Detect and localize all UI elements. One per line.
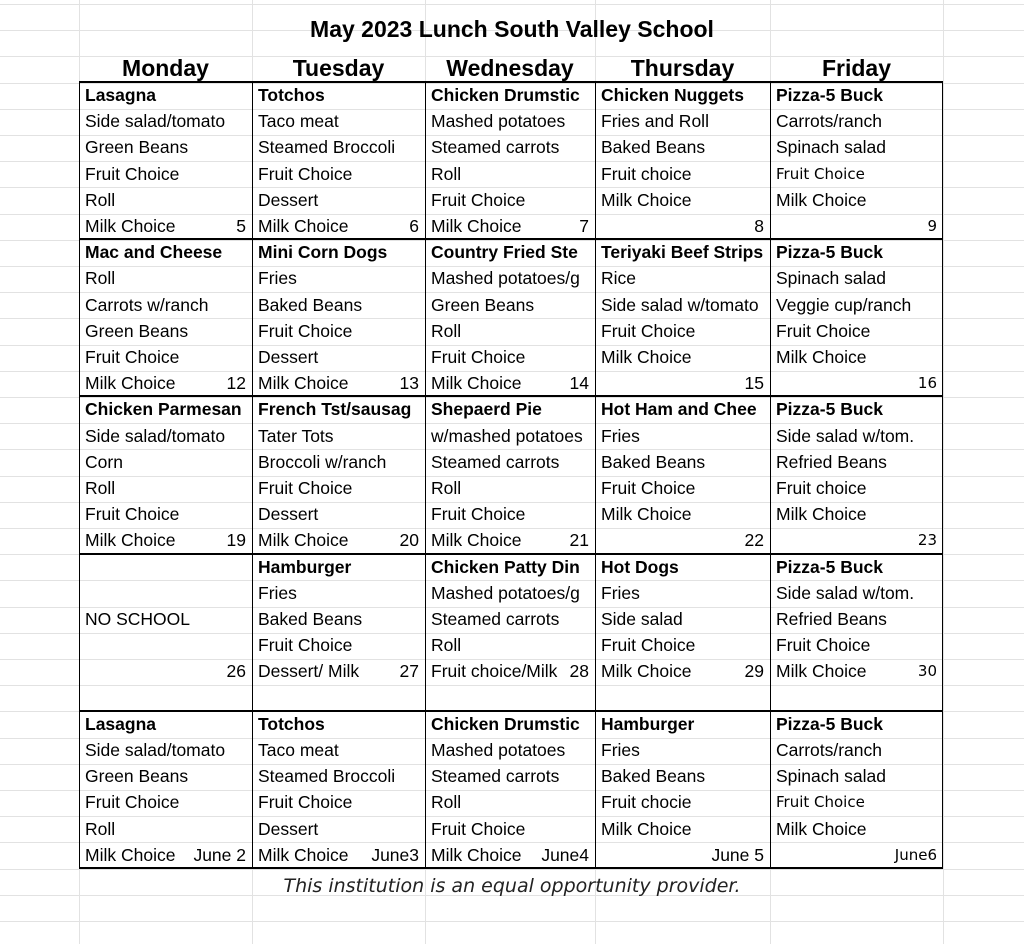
menu-entree: Chicken Parmesan (85, 399, 242, 420)
menu-item: Dessert (258, 346, 319, 367)
menu-item: Fries and Roll (601, 111, 709, 132)
menu-item: Milk Choice (85, 530, 176, 551)
menu-item: Fruit Choice (258, 163, 353, 184)
menu-item: Roll (85, 189, 116, 210)
menu-item: Fries (258, 582, 297, 603)
menu-item: Steamed Broccoli (258, 137, 396, 158)
menu-entree: Mac and Cheese (85, 242, 223, 263)
menu-item: Milk Choice (85, 373, 176, 394)
menu-item: Green Beans (85, 320, 189, 341)
menu-item: Carrots/ranch (776, 111, 883, 132)
menu-item: Milk Choice (601, 189, 692, 210)
menu-item: Milk Choice (258, 844, 349, 865)
date-number: 26 (226, 661, 246, 682)
menu-item: Carrots/ranch (776, 739, 883, 760)
week-row (79, 711, 943, 868)
menu-item: Fruit Choice (776, 164, 865, 183)
menu-item: Mashed potatoes/g (431, 268, 580, 289)
menu-item: Tater Tots (258, 425, 334, 446)
date-number: 22 (744, 530, 764, 551)
menu-entree: Lasagna (85, 85, 156, 105)
date-number: 9 (927, 217, 937, 235)
menu-item: Fries (258, 268, 297, 289)
menu-cell-friday (770, 554, 943, 711)
menu-entree: Country Fried Ste (431, 242, 578, 263)
menu-item: Milk Choice (431, 216, 522, 236)
menu-item: Fruit Choice (85, 504, 180, 525)
menu-item: Steamed carrots (431, 766, 560, 787)
menu-item: Spinach salad (776, 766, 886, 787)
menu-item: Green Beans (431, 294, 535, 315)
menu-item: Milk Choice (258, 373, 349, 394)
menu-item: Baked Beans (601, 451, 706, 472)
menu-entree: Hamburger (601, 713, 695, 734)
menu-entree: Pizza-5 Buck (776, 399, 883, 420)
menu-item: Refried Beans (776, 608, 887, 629)
day-header-friday: Friday (821, 55, 892, 81)
menu-item: Green Beans (85, 137, 189, 158)
equal-opportunity-statement: This institution is an equal opportunity provider. (283, 875, 741, 897)
menu-item: Milk Choice (431, 530, 522, 551)
menu-entree: Pizza-5 Buck (776, 556, 883, 577)
menu-entree: Hot Ham and Chee (601, 399, 757, 420)
menu-cell-wednesday (425, 711, 595, 868)
menu-cell-tuesday (252, 82, 425, 239)
menu-entree: Pizza-5 Buck (776, 85, 883, 105)
menu-item: Mashed potatoes (431, 111, 566, 132)
menu-cell-thursday (595, 554, 770, 711)
menu-item: Spinach salad (776, 137, 886, 158)
menu-item: Fruit Choice (776, 320, 871, 341)
menu-cell-thursday (595, 239, 770, 396)
menu-item: Fruit Choice (258, 320, 353, 341)
menu-entree: Pizza-5 Buck (776, 242, 883, 263)
page-title: May 2023 Lunch South Valley School (310, 16, 714, 42)
menu-item: Corn (85, 451, 123, 472)
menu-item (601, 527, 768, 553)
menu-cell-friday (770, 239, 943, 396)
menu-item (776, 685, 941, 711)
menu-item: Fruit Choice (258, 635, 353, 656)
menu-item: Carrots w/ranch (85, 294, 209, 315)
menu-item: Taco meat (258, 739, 339, 760)
menu-item: Fruit Choice (258, 792, 353, 813)
menu-item: Mashed potatoes (431, 739, 566, 760)
date-number: 21 (569, 530, 589, 551)
menu-cell-friday (770, 396, 943, 553)
date-number: 19 (226, 530, 246, 551)
menu-item: Milk Choice (258, 530, 349, 551)
menu-item (85, 580, 250, 606)
menu-item: Roll (431, 635, 462, 656)
menu-item: Milk Choice (776, 189, 867, 210)
calendar-bottom-border (79, 867, 943, 869)
menu-item: Veggie cup/ranch (776, 294, 912, 315)
date-number: June6 (894, 845, 937, 864)
date-number: 6 (409, 216, 419, 236)
menu-item: Rice (601, 268, 637, 289)
menu-item: Fries (601, 582, 640, 603)
menu-item: Roll (431, 477, 462, 498)
menu-item: Baked Beans (601, 766, 706, 787)
menu-item: Roll (431, 320, 462, 341)
menu-item: Milk Choice (776, 818, 867, 839)
week-row (79, 554, 943, 711)
menu-entree: Teriyaki Beef Strips (601, 242, 764, 263)
menu-item: Dessert (258, 818, 319, 839)
menu-item: Roll (85, 818, 116, 839)
menu-entree: Pizza-5 Buck (776, 713, 883, 734)
date-number: June4 (541, 844, 589, 865)
date-number: 27 (399, 661, 419, 682)
menu-item: Side salad/tomato (85, 425, 226, 446)
menu-item: Broccoli w/ranch (258, 451, 387, 472)
date-number: June 2 (193, 844, 246, 865)
date-number: 16 (917, 374, 937, 393)
menu-cell-wednesday (425, 239, 595, 396)
date-number: June3 (371, 844, 419, 865)
menu-cell-wednesday (425, 82, 595, 239)
menu-item: Roll (431, 792, 462, 813)
menu-item: Fruit Choice (431, 189, 526, 210)
menu-cell-friday (770, 82, 943, 239)
date-number: 7 (579, 216, 589, 236)
menu-cell-wednesday (425, 554, 595, 711)
menu-cell-monday (79, 396, 252, 553)
menu-entree: Chicken Drumstic (431, 85, 580, 105)
menu-entree: French Tst/sausag (258, 399, 412, 420)
menu-item: Fruit Choice (431, 818, 526, 839)
menu-item: Fruit choice/Milk (431, 661, 558, 682)
menu-cell-tuesday (252, 554, 425, 711)
date-number: 12 (226, 373, 246, 394)
menu-item: Baked Beans (258, 294, 363, 315)
menu-item (85, 658, 250, 684)
menu-item: Milk Choice (601, 504, 692, 525)
day-header-monday: Monday (122, 55, 209, 81)
week-row (79, 239, 943, 396)
menu-entree: Lasagna (85, 713, 156, 734)
menu-item: Fries (601, 739, 640, 760)
menu-entree: Totchos (258, 85, 325, 105)
menu-item: Mashed potatoes/g (431, 582, 580, 603)
menu-item: Milk Choice (601, 346, 692, 367)
menu-entree: Mini Corn Dogs (258, 242, 388, 263)
menu-item (85, 685, 250, 711)
menu-item: Steamed carrots (431, 608, 560, 629)
menu-item (601, 370, 768, 396)
menu-item: Fries (601, 425, 640, 446)
date-number: 29 (744, 661, 764, 682)
menu-cell-friday (770, 711, 943, 868)
date-number: 23 (917, 531, 937, 550)
date-number: 28 (569, 661, 589, 682)
menu-cell-tuesday (252, 239, 425, 396)
menu-item: Roll (85, 268, 116, 289)
menu-item: Baked Beans (258, 608, 363, 629)
date-number: 20 (399, 530, 419, 551)
menu-item: Side salad/tomato (85, 111, 226, 132)
menu-item: Fruit Choice (601, 320, 696, 341)
menu-item: Milk Choice (776, 661, 867, 682)
date-number: 30 (917, 662, 937, 681)
menu-entree: Chicken Patty Din (431, 556, 580, 577)
menu-item: Milk Choice (85, 216, 176, 236)
menu-item: Side salad w/tom. (776, 582, 915, 603)
menu-entree: Chicken Nuggets (601, 85, 744, 105)
menu-item: Green Beans (85, 766, 189, 787)
week-row (79, 396, 943, 553)
menu-item: Fruit Choice (258, 477, 353, 498)
menu-item: Fruit chocie (601, 792, 692, 813)
date-number: 13 (399, 373, 419, 394)
menu-item: Side salad/tomato (85, 739, 226, 760)
day-header-wednesday: Wednesday (446, 55, 574, 81)
date-number: June 5 (711, 844, 764, 865)
menu-item: Roll (431, 163, 462, 184)
menu-cell-tuesday (252, 711, 425, 868)
menu-entree: Hamburger (258, 556, 352, 577)
menu-item (258, 685, 423, 711)
menu-cell-thursday (595, 396, 770, 553)
day-header-thursday: Thursday (630, 55, 735, 81)
menu-item: Fruit Choice (85, 346, 180, 367)
menu-item: Side salad w/tomato (601, 294, 759, 315)
menu-item: Milk Choice (776, 346, 867, 367)
menu-item: Fruit Choice (85, 792, 180, 813)
menu-cell-thursday (595, 711, 770, 868)
menu-cell-thursday (595, 82, 770, 239)
menu-item (601, 213, 768, 239)
menu-item: Dessert (258, 189, 319, 210)
menu-item: Milk Choice (776, 504, 867, 525)
menu-item: Dessert/ Milk (258, 661, 360, 682)
menu-item: NO SCHOOL (85, 608, 191, 629)
menu-item (776, 527, 941, 553)
menu-entree: Shepaerd Pie (431, 399, 542, 420)
menu-item: Side salad w/tom. (776, 425, 915, 446)
menu-item: Refried Beans (776, 451, 887, 472)
menu-item: Milk Choice (431, 373, 522, 394)
menu-item: Fruit Choice (601, 477, 696, 498)
menu-item: Side salad (601, 608, 683, 629)
menu-item: Fruit choice (601, 163, 692, 184)
date-number: 15 (744, 373, 764, 394)
menu-item: Milk Choice (601, 818, 692, 839)
menu-item: Roll (85, 477, 116, 498)
menu-cell-monday (79, 554, 252, 711)
menu-item: Baked Beans (601, 137, 706, 158)
menu-entree (85, 554, 250, 580)
menu-item: Fruit Choice (776, 635, 871, 656)
menu-item: Steamed carrots (431, 451, 560, 472)
menu-item: Milk Choice (431, 844, 522, 865)
menu-item: Spinach salad (776, 268, 886, 289)
menu-item (776, 370, 941, 396)
menu-cell-tuesday (252, 396, 425, 553)
date-number: 8 (754, 216, 764, 236)
menu-item: Milk Choice (601, 661, 692, 682)
day-header-tuesday: Tuesday (292, 55, 385, 81)
week-row (79, 82, 943, 239)
date-number: 5 (236, 216, 246, 236)
menu-cell-monday (79, 82, 252, 239)
menu-item (601, 685, 768, 711)
menu-entree: Hot Dogs (601, 556, 679, 577)
menu-cell-monday (79, 711, 252, 868)
menu-item: Fruit Choice (601, 635, 696, 656)
menu-item (776, 213, 941, 239)
menu-item: Fruit Choice (431, 346, 526, 367)
menu-item: Fruit Choice (431, 504, 526, 525)
menu-item: Steamed carrots (431, 137, 560, 158)
menu-item (431, 685, 593, 711)
menu-cell-wednesday (425, 396, 595, 553)
menu-item: Fruit Choice (85, 163, 180, 184)
date-number: 14 (569, 373, 589, 394)
menu-entree: Chicken Drumstic (431, 713, 580, 734)
menu-item: Fruit choice (776, 477, 867, 498)
menu-item: Milk Choice (85, 844, 176, 865)
menu-cell-monday (79, 239, 252, 396)
menu-entree: Totchos (258, 713, 325, 734)
menu-item: Fruit Choice (776, 793, 865, 812)
menu-item: Dessert (258, 504, 319, 525)
menu-item: Milk Choice (258, 216, 349, 236)
menu-item (85, 632, 250, 658)
calendar-right-border (942, 81, 943, 868)
menu-item: Taco meat (258, 111, 339, 132)
menu-item: w/mashed potatoes (431, 425, 583, 446)
menu-item: Steamed Broccoli (258, 766, 396, 787)
